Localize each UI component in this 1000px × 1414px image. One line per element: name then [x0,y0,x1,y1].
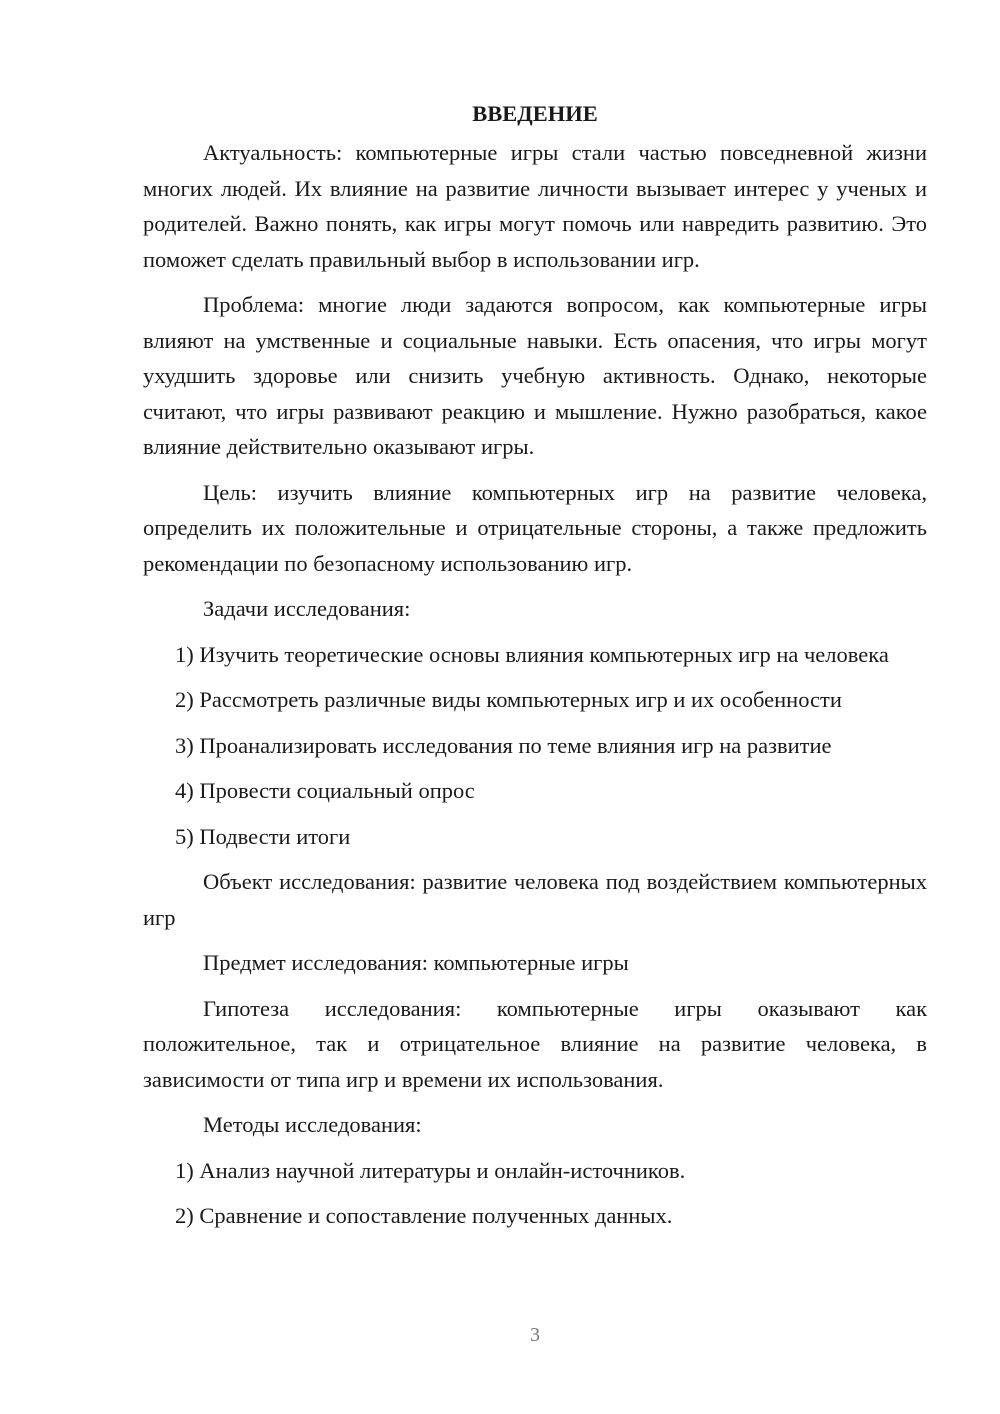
object-paragraph: Объект исследования: развитие человека под воздействием компьютерных игр [143,869,927,930]
tasks-heading: Задачи исследования: [203,596,411,621]
goal-paragraph: Цель: изучить влияние компьютерных игр на развитие человека, определить их положительные и отрицательные стороны, а также предложить рекомендации по безопасному использованию игр. [143,479,927,576]
section-title: ВВЕДЕНИЕ [472,101,598,126]
page-content [143,96,927,1244]
relevance-paragraph: Актуальность: компьютерные игры стали частью повседневной жизни многих людей. Их влияние на развитие личности вызывает интерес у ученых и родителей. Важно понять, как игры могут помочь или навредить развитию. Это поможет сделать правильный выбор в использовании игр. [143,140,927,272]
task-item-3: 3) Проанализировать исследования по теме влияния игр на развитие [175,732,832,758]
task-item-5: 5) Подвести итоги [175,823,351,849]
method-item-1: 1) Анализ научной литературы и онлайн-источников. [175,1157,686,1183]
methods-heading: Методы исследования: [203,1112,422,1137]
task-item-1: 1) Изучить теоретические основы влияния компьютерных игр на человека [175,641,889,667]
subject-paragraph: Предмет исследования: компьютерные игры [203,950,629,975]
method-item-2: 2) Сравнение и сопоставление полученных данных. [175,1203,673,1228]
problem-paragraph: Проблема: многие люди задаются вопросом, как компьютерные игры влияют на умственные и социальные навыки. Есть опасения, что игры могут ухудшить здоровье или снизить учебную активность. Однако, некоторые считают, что игры развивают реакцию и мышление. Нужно разобраться, какое влияние действительно оказывают игры. [143,292,927,459]
hypothesis-paragraph: Гипотеза исследования: компьютерные игры оказывают как положительное, так и отрицательное влияние на развитие человека, в зависимости от типа игр и времени их использования. [143,995,927,1092]
task-item-4: 4) Провести социальный опрос [175,778,475,803]
task-item-2: 2) Рассмотреть различные виды компьютерных игр и их особенности [175,687,842,712]
page-number: 3 [530,1324,540,1346]
